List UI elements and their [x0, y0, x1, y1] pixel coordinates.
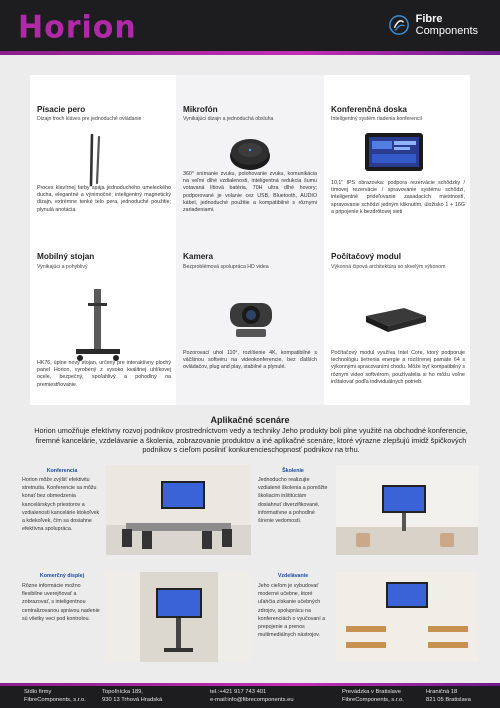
product-subtitle: Výkonná čipová architektúra so skvelým výkonom — [331, 264, 446, 270]
product-microphone — [176, 75, 324, 240]
usecase-title-display: Komerčný displej — [39, 573, 85, 579]
product-description: 360° snímanie zvuku, polohovanie zvuku, komunikácia na veľmi dlhé vzdialenosti, inteligentná redukcia šumu votavaná lítiová batéria, 70H ultra dlhé hovory; podporované je volanie cez USB, Bluetooth, AUDIO kábel, jednoduché použitie a kompatibilné s rôznymi zariadeniami. — [183, 171, 317, 214]
product-title: Mikrofón — [183, 105, 218, 114]
footer-text: Topoľnícka 189, — [102, 689, 144, 695]
product-description: Počítačový modul využíva Intel Core, ktorý podporuje technológiu šetrenia energie a rozšírenej pamäte 64 s výkonnými spracovaními chodu. Môže byť kompatibilný s rôznym video softvérom, používatelia si ho môžu voľne inštalovať podľa individuálnych potrieb. — [331, 350, 465, 385]
product-description: HK76, úplne nový stojan, určený pre interaktívny plochý panel Horion, vyrobený z vysoko kvalitnej uhlíkovej ocele, bezpečný, spoľahlivý a pohodlný na premiestňovanie. — [37, 360, 171, 388]
usecase-photo-education — [336, 572, 478, 662]
conference-room-image — [106, 465, 251, 555]
product-grid — [30, 75, 470, 405]
footer-branch — [342, 689, 404, 704]
footer-text: FibreComponents, s.r.o. — [342, 696, 404, 703]
usecase-text-conference: Horion môže zvýšiť efektivitu stretnutia. Konferencie sa môžu konať bez obmedzenia kancelárskych priestorov a vzdialenosti kancelárie ktokoľvek a kdekoľvek, čím sa dosiahne efektívna spolupráca. — [22, 477, 100, 533]
classroom-image — [336, 572, 478, 662]
applications-intro: Horion umožňuje efektívny rozvoj podnikov prostredníctvom vedy a techniky Jeho produkty boli plne využité na obchodné konferencie, firemné kancelárie, vzdelávanie a školenia, zobrazovanie produktov a iné aplikačné scenáre, ktoré výrazne zlepšujú imidž špičkových podnikov s cieľom posilniť konkurencieschopnosť podnikov na trhu. — [34, 426, 468, 455]
footer-email[interactable]: e-mail:info@fibrecomponents.eu — [210, 696, 294, 703]
microphone-image — [228, 130, 272, 174]
footer-headquarters — [24, 689, 86, 704]
footer-text: Sídlo firmy — [24, 689, 52, 695]
camera-image — [222, 295, 280, 341]
product-subtitle: Inteligentný systém riadenia konferencií — [331, 116, 423, 122]
usecase-title-conference: Konferencia — [46, 468, 78, 474]
product-subtitle: Bezproblémová spolupráca HD videa — [183, 264, 269, 270]
product-camera — [176, 240, 324, 405]
usecase-text-education: Jeho cieľom je vybudovať moderné učebne, ktoré uľahčia získanie učebných zdrojov, spoluprácu na konferenciách o vyučovaní a prepojenie a prenos multimediálnych nástrojov. — [258, 583, 326, 639]
usecase-text-display: Rôzne informácie možno flexibilne uverejňovať a zobrazovať, s inteligentnou centralizovanou správou nadenie sú všetky veci pod kontrolou. — [22, 583, 100, 622]
product-pen — [30, 75, 176, 240]
header-stripe — [0, 51, 500, 55]
product-mobile-stand — [30, 240, 176, 405]
commercial-display-image — [106, 572, 251, 662]
product-title: Počítačový modul — [331, 252, 402, 261]
horion-logo: Horion — [18, 9, 137, 46]
fibre-logo-icon — [388, 14, 410, 36]
fibre-components-logo — [388, 13, 478, 37]
product-subtitle: Dizajn troch kláves pre jednoduché ovládanie — [37, 116, 142, 122]
page-header — [0, 0, 500, 55]
footer-phone[interactable]: tel.:+421 917 743 401 — [210, 689, 267, 695]
conference-board-image — [364, 132, 424, 174]
product-title: Písacie pero — [37, 105, 86, 114]
product-description: 10,1" IPS obrazovka: podpora rezervácie schôdzky / tímovej rezervácie / spravovanie systému schôdzí, inteligentné prideľovanie zasadacích miestností, spravovanie schôdzí jedným kliknutím, úložisko 1 + 16G a pripojenie k bezdrôtovej sieti — [331, 180, 465, 215]
product-description: Pozorovací uhol 110°, rozlíšenie 4K, kompatibilné s väčšinou softvéru na videokonferencie, bez ďalších ovládačov, plug and play, stabilné a plynulé. — [183, 350, 317, 371]
usecase-title-training: Školenie — [282, 468, 304, 474]
usecase-photo-display — [106, 572, 251, 662]
footer-text: 821 05 Bratislava — [426, 696, 471, 703]
product-computer-module — [324, 240, 470, 405]
product-title: Kamera — [183, 252, 214, 261]
pen-image — [86, 133, 106, 187]
footer-stripe — [0, 683, 500, 686]
computer-module-image — [360, 302, 430, 336]
footer-text: 930 13 Trhová Hradská — [102, 696, 163, 703]
product-subtitle: Vynikajúci a pohyblivý — [37, 264, 88, 270]
usecase-text-training: Jednoducho realizujte vzdialené školenia a pomôžte školiacim inštitúciám dosiahnuť diverzifikované, informatívne a pohodlné šírenie vedomostí. — [258, 477, 328, 525]
partner-line1: Fibre — [415, 13, 443, 25]
product-conference-board — [324, 75, 470, 240]
training-room-image — [336, 465, 478, 555]
product-description: Proces klavírnej farby spája jednoduchého umeleckého ducha, elegantné a výnimočné; inteligentný magnetický dizajn, extrémne tenké telo pera, jednoduché použitie; plynulá anotácia. — [37, 185, 171, 213]
footer-branch-address — [426, 689, 471, 704]
product-title: Mobilný stojan — [37, 252, 95, 261]
mobile-stand-image — [70, 285, 126, 365]
usecase-title-education: Vzdelávanie — [277, 573, 309, 579]
page-footer — [0, 683, 500, 708]
footer-address — [102, 689, 162, 704]
product-title: Konferenčná doska — [331, 105, 407, 114]
product-subtitle: Vynikajúci dizajn a jednoduchá obsluha — [183, 116, 274, 122]
footer-text: FibreComponents, s.r.o. — [24, 696, 86, 703]
applications-title: Aplikačné scenáre — [210, 415, 290, 425]
usecase-photo-training — [336, 465, 478, 555]
footer-text: Hraničná 18 — [426, 689, 458, 695]
partner-line2: Components — [415, 25, 478, 37]
footer-contact — [210, 689, 294, 704]
usecase-photo-conference — [106, 465, 251, 555]
footer-text: Prevádzka v Bratislave — [342, 689, 401, 695]
